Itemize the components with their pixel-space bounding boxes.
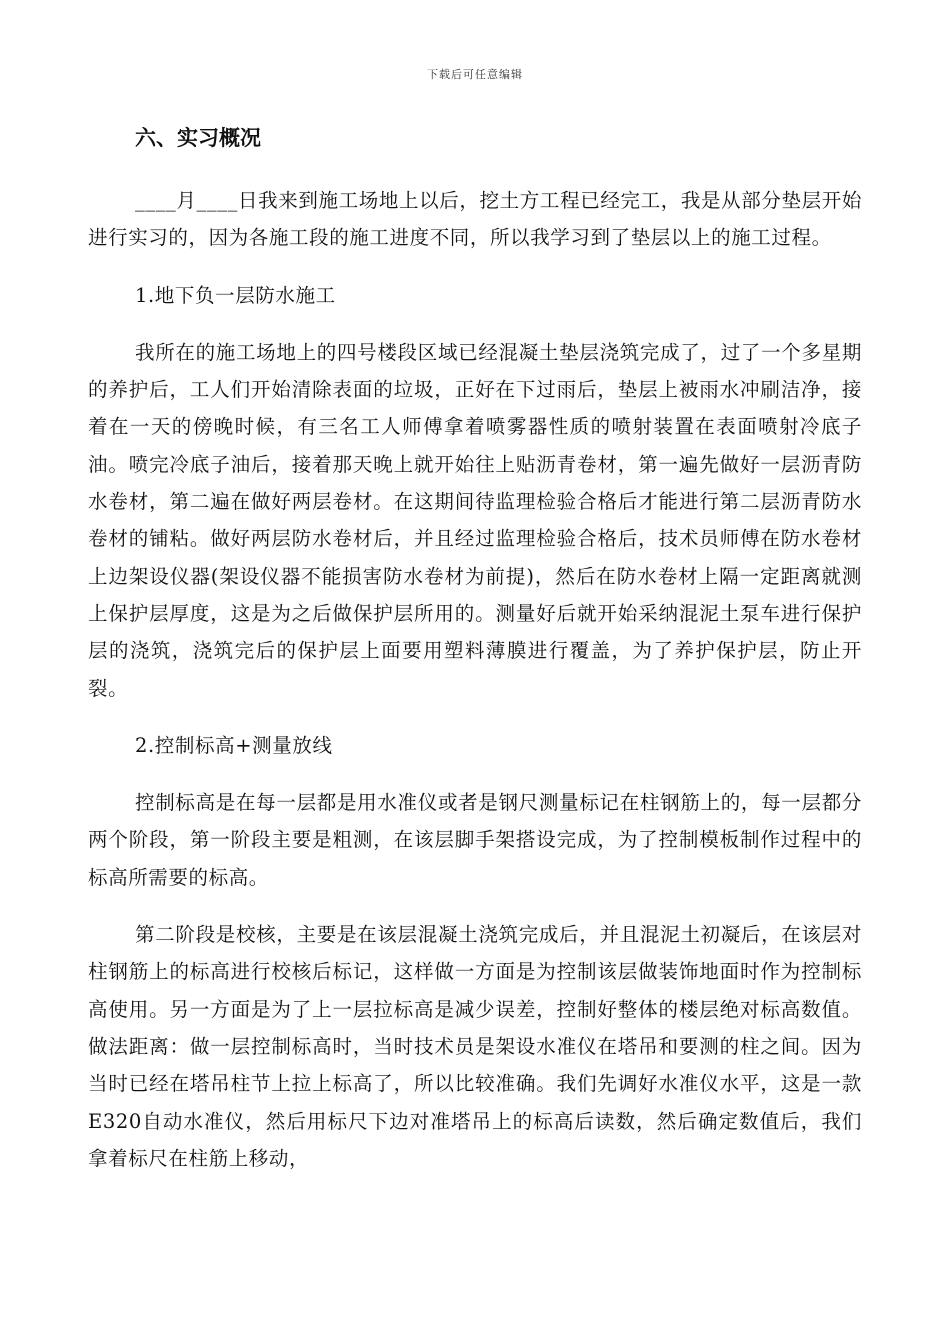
intro-paragraph: ____月____日我来到施工场地上以后，挖土方工程已经完工，我是从部分垫层开始进行实习的，因为各施工段的施工进度不同，所以我学习到了垫层以上的施工过程。 [88, 189, 862, 250]
page-header-note: 下载后可任意编辑 [427, 68, 523, 81]
subsection-2-title: 2.控制标高+测量放线 [135, 733, 333, 757]
subsection-1-paragraph: 我所在的施工场地上的四号楼段区域已经混凝土垫层浇筑完成了，过了一个多星期的养护后，工人们开始清除表面的垃圾，正好在下过雨后，垫层上被雨水冲刷洁净，接着在一天的傍晚时候，有三名工人师傅拿着喷雾器性质的喷射装置在表面喷射冷底子油。喷完冷底子油后，接着那天晚上就开始往上贴沥青卷材，第一遍先做好一层沥青防水卷材，第二遍在做好两层卷材。在这期间待监理检验合格后才能进行第二层沥青防水卷材的铺粘。做好两层防水卷材后，并且经过监理检验合格后，技术员师傅在防水卷材上边架设仪器(架设仪器不能损害防水卷材为前提)，然后在防水卷材上隔一定距离就测上保护层厚度，这是为之后做保护层所用的。测量好后就开始采纳混泥土泵车进行保护层的浇筑，浇筑完后的保护层上面要用塑料薄膜进行覆盖，为了养护保护层，防止开裂。 [88, 340, 862, 700]
subsection-2-paragraph-1: 控制标高是在每一层都是用水准仪或者是钢尺测量标记在柱钢筋上的，每一层都分两个阶段，第一阶段主要是粗测，在该层脚手架搭设完成，为了控制模板制作过程中的标高所需要的标高。 [88, 791, 862, 889]
subsection-1-title: 1.地下负一层防水施工 [135, 283, 336, 307]
section-title: 六、实习概况 [135, 125, 261, 150]
subsection-2-paragraph-2: 第二阶段是校核，主要是在该层混凝土浇筑完成后，并且混泥土初凝后，在该层对柱钢筋上的标高进行校核后标记，这样做一方面是为控制该层做装饰地面时作为控制标高使用。另一方面是为了上一层拉标高是减少误差，控制好整体的楼层绝对标高数值。做法距离：做一层控制标高时，当时技术员是架设水准仪在塔吊和要测的柱之间。因为当时已经在塔吊柱节上拉上标高了，所以比较准确。我们先调好水准仪水平，这是一款E320自动水准仪，然后用标尺下边对准塔吊上的标高后读数，然后确定数值后，我们拿着标尺在柱筋上移动， [88, 923, 862, 1170]
document-body [88, 118, 862, 1177]
